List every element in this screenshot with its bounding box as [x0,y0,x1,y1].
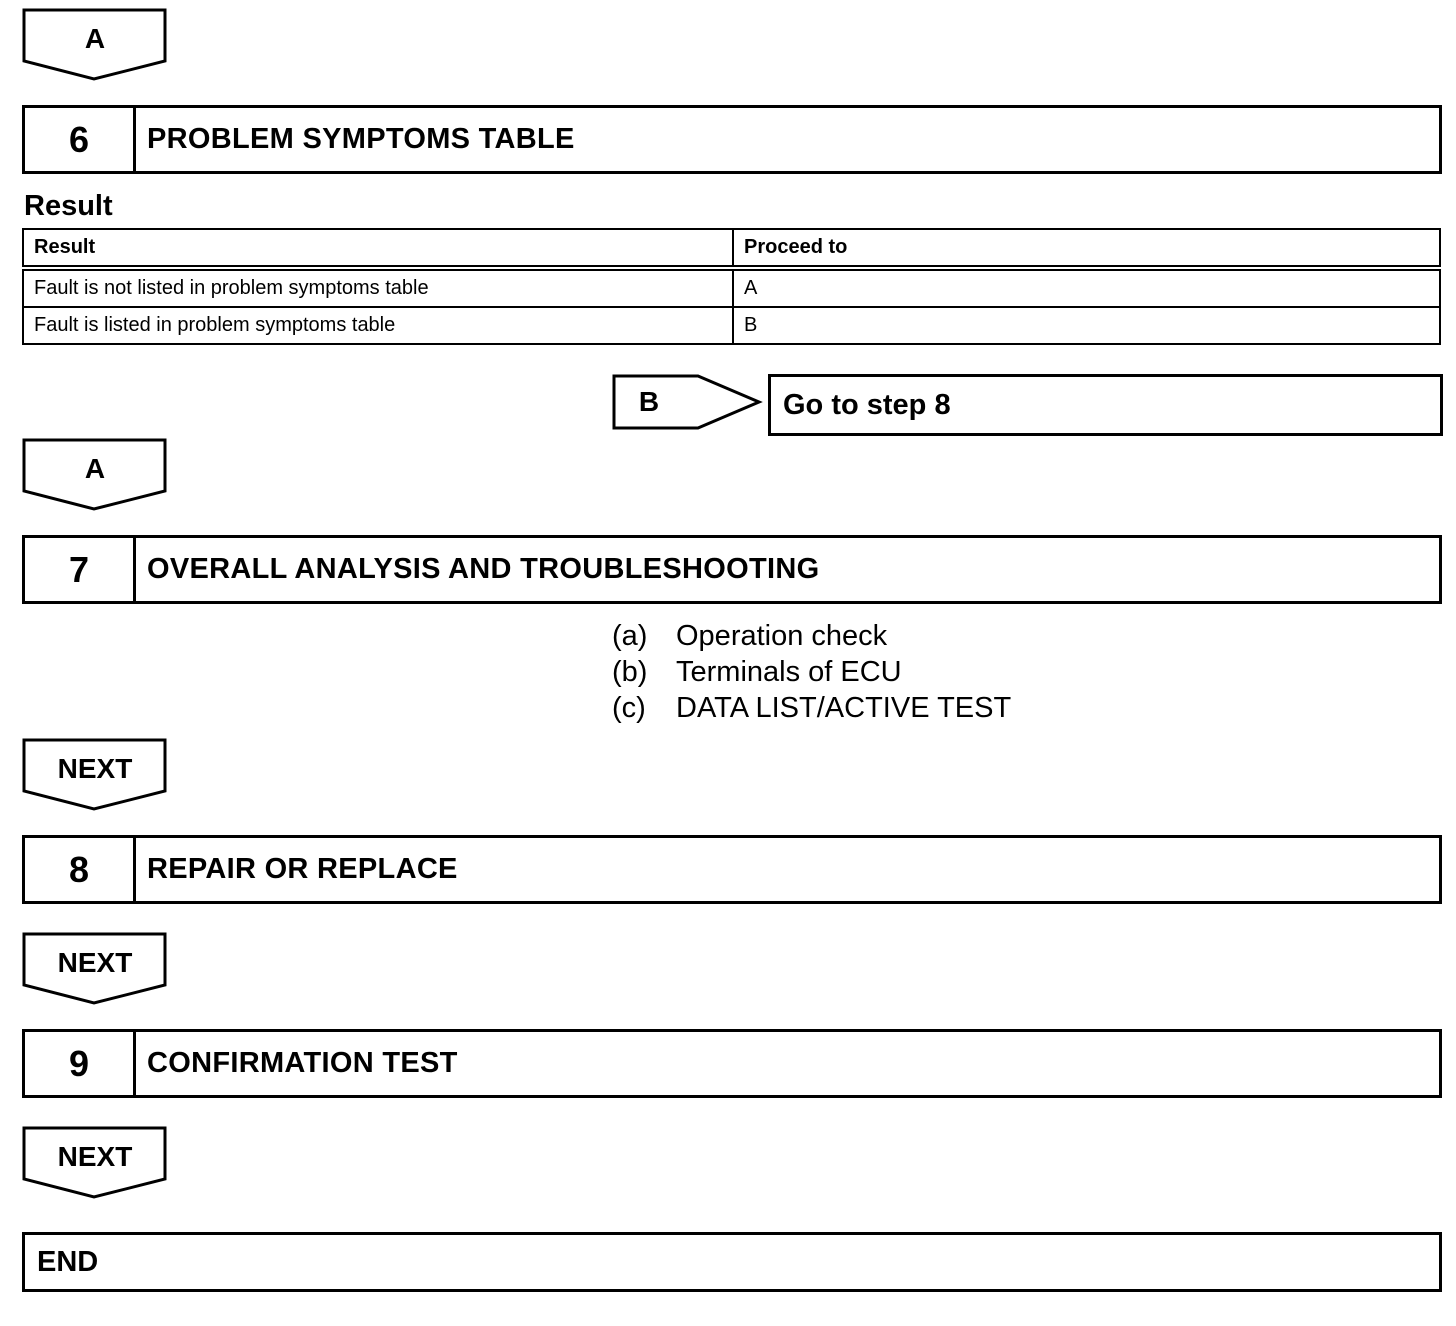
goto-step-8-box: Go to step 8 [768,374,1443,436]
list-item-marker: (c) [612,691,646,724]
list-item [612,618,1011,654]
result-cell: Fault is listed in problem symptoms table [23,307,733,344]
next-label: NEXT [57,1141,133,1172]
column-header-proceed: Proceed to [733,229,1440,268]
list-item-text: Terminals of ECU [676,655,902,688]
table-header-row [23,229,1440,268]
list-item-marker: (a) [612,619,648,652]
step-9-box [22,1029,1442,1098]
list-item-text: DATA LIST/ACTIVE TEST [676,691,1012,724]
result-table [22,228,1441,345]
list-item [612,654,1011,690]
analysis-checklist [612,618,1011,726]
step-title: REPAIR OR REPLACE [147,853,458,885]
list-item-text: Operation check [676,619,888,652]
step-8-box [22,835,1442,904]
proceed-cell: B [733,307,1440,344]
proceed-cell: A [733,268,1440,307]
list-item-marker: (b) [612,655,648,688]
step-7-box [22,535,1442,604]
step-number: 7 [25,538,136,601]
table-row [23,307,1440,344]
step-title: PROBLEM SYMPTOMS TABLE [147,123,575,155]
step-number: 6 [25,108,136,171]
proceed-a-label: A [84,23,106,54]
next-label: NEXT [57,753,133,784]
next-label: NEXT [57,947,133,978]
result-heading: Result [24,190,113,222]
end-box: END [22,1232,1442,1292]
column-header-result: Result [23,229,733,268]
result-cell: Fault is not listed in problem symptoms table [23,268,733,307]
step-title: CONFIRMATION TEST [147,1047,458,1079]
step-number: 8 [25,838,136,901]
step-title: OVERALL ANALYSIS AND TROUBLESHOOTING [147,553,820,585]
step-6-box [22,105,1442,174]
list-item [612,690,1011,726]
step-number: 9 [25,1032,136,1095]
proceed-a-label: A [84,453,106,484]
table-row [23,268,1440,307]
proceed-b-label: B [638,386,660,417]
